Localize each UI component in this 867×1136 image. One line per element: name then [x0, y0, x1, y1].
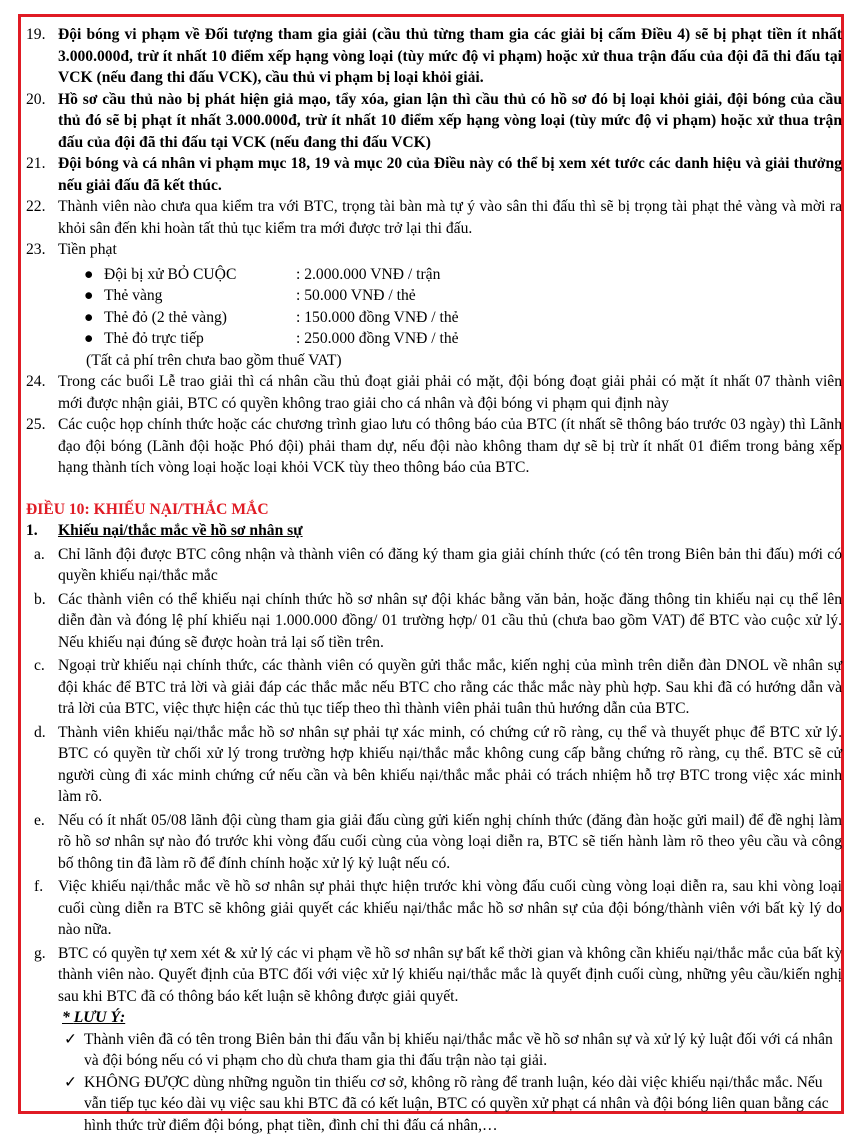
note-star: *	[62, 1009, 74, 1026]
clause-text: BTC có quyền tự xem xét & xử lý các vi phạm về hồ sơ nhân sự bất kể thời gian và không cần khiếu nại/thắc mắc của bất kỳ thành viên nào. Quyết định của BTC đối với việc xử lý khiếu nại/thắc mắc là quyết định cuối cùng, những yêu cầu/kiến nghị sau khi BTC đã có thông báo kết luận sẽ không được giải quyết.	[58, 944, 842, 1005]
fine-value: : 250.000 đồng VNĐ / thẻ	[296, 330, 459, 347]
fine-label: Thẻ đỏ trực tiếp	[104, 330, 204, 347]
clause-letter: a.	[34, 545, 45, 563]
fines-list	[84, 264, 842, 350]
rule-item-19	[26, 24, 842, 89]
clause-e	[34, 810, 842, 875]
fine-row	[84, 307, 842, 329]
rule-text: Các cuộc họp chính thức hoặc các chương trình giao lưu có thông báo của BTC (ít nhất sẽ thông báo trước 03 ngày) thì Lãnh đạo đội bóng (Lãnh đội hoặc Phó đội) phải tham dự, nếu đội nào không tham dự sẽ bị trừ ít nhất 01 điểm trong bảng xếp hạng thành tích vòng loại hoặc loại khỏi VCK tùy theo thông báo của BTC.	[58, 416, 842, 476]
rule-number: 19.	[26, 26, 46, 43]
rule-item-24	[26, 371, 842, 414]
bullet-icon: ●	[84, 287, 94, 304]
section-title: Khiếu nại/thắc mắc về hồ sơ nhân sự	[58, 522, 303, 539]
rule-number: 25.	[26, 416, 46, 433]
clause-text: Nếu có ít nhất 05/08 lãnh đội cùng tham gia giải đấu cùng gửi kiến nghị chính thức (đăng đàn hoặc gửi mail) để đề nghị làm rõ hồ sơ nhân sự nào đó trước khi vòng đấu cuối cùng của vòng loại diễn ra, BTC sẽ tiến hành làm rõ theo yêu cầu và công bố thông tin đã làm rõ để đính chính hoặc xử lý kỷ luật nếu có.	[58, 811, 842, 872]
document-page	[26, 24, 842, 1136]
fine-value: : 50.000 VNĐ / thẻ	[296, 287, 416, 304]
clause-text: Việc khiếu nại/thắc mắc về hồ sơ nhân sự phải thực hiện trước khi vòng đấu cuối cùng vòng loại diễn ra, sau khi vòng loại cuối cùng diễn ra BTC sẽ không giải quyết các khiếu nại/thắc mắc hồ sơ nhân sự của đội bóng/thành viên với bất kỳ lý do nào nữa.	[58, 878, 842, 938]
fine-label: Thẻ vàng	[104, 287, 163, 304]
rule-text: Hồ sơ cầu thủ nào bị phát hiện giả mạo, tẩy xóa, gian lận thì cầu thủ có hồ sơ đó bị loại khỏi giải, đội bóng của cầu thủ đó sẽ bị phạt ít nhất 3.000.000đ, trừ ít nhất 10 điểm xếp hạng vòng loại (tùy mức độ vi phạm) hoặc xử thua trận đấu của đội đã thi đấu tại VCK (nếu đang thi đấu VCK)	[58, 90, 842, 151]
clause-letter: b.	[34, 590, 46, 608]
clause-letter: f.	[34, 878, 44, 895]
rule-number: 20.	[26, 90, 46, 108]
bullet-icon: ●	[84, 308, 94, 326]
rule-text: Đội bóng và cá nhân vi phạm mục 18, 19 và mục 20 của Điều này có thể bị xem xét tước các danh hiệu và giải thưởng nếu giải đấu đã kết thúc.	[58, 155, 842, 194]
note-label: LƯU Ý:	[73, 1009, 126, 1026]
section-number: 1.	[26, 522, 38, 539]
rule-text: Thành viên nào chưa qua kiểm tra với BTC, trọng tài bàn mà tự ý vào sân thi đấu thì sẽ bị trọng tài phạt thẻ vàng và mời ra khỏi sân đến khi hoàn tất thủ tục kiểm tra mới được trở lại thi đấu.	[58, 198, 842, 237]
article-title: ĐIỀU 10: KHIẾU NẠI/THẮC MẮC	[26, 500, 269, 518]
rule-item-20	[26, 89, 842, 154]
rule-item-22	[26, 196, 842, 239]
note-heading	[62, 1007, 842, 1029]
rule-number: 24.	[26, 373, 46, 390]
fine-value: : 2.000.000 VNĐ / trận	[296, 265, 441, 283]
fines-title: Tiền phạt	[58, 241, 117, 258]
checkmark-icon: ✓	[64, 1073, 78, 1091]
clause-b	[34, 589, 842, 654]
note-text: KHÔNG ĐƯỢC dùng những nguồn tin thiếu cơ sở, không rõ ràng để tranh luận, kéo dài việc khiếu nại/thắc mắc. Nếu vẫn tiếp tục kéo dài vụ việc sau khi BTC đã có kết luận, BTC có quyền xử phạt cá nhân và đội bóng liên quan bằng các hình thức trừ điểm đội bóng, phạt tiền, đình chỉ thi đấu cá nhân,…	[84, 1073, 829, 1134]
fine-value: : 150.000 đồng VNĐ / thẻ	[296, 308, 459, 326]
clause-letter: e.	[34, 811, 45, 829]
clause-f	[34, 876, 842, 941]
bullet-icon: ●	[84, 265, 94, 283]
clause-letter: c.	[34, 657, 45, 674]
note-text: Thành viên đã có tên trong Biên bản thi đấu vẫn bị khiếu nại/thắc mắc về hồ sơ nhân sự và xử lý kỷ luật đối với cá nhân và đội bóng nếu có vi phạm cho dù chưa tham gia thi đấu trận nào tại giải.	[84, 1030, 833, 1069]
rule-text: Trong các buổi Lễ trao giải thì cá nhân cầu thủ đoạt giải phải có mặt, đội bóng đoạt giải phải có mặt ít nhất 07 thành viên mới được nhận giải, BTC có quyền không trao giải cho cá nhân và đội bóng vi phạm qui định này	[58, 373, 842, 412]
rule-item-25	[26, 414, 842, 479]
clause-d	[34, 722, 842, 808]
rule-item-21	[26, 153, 842, 196]
clause-text: Chỉ lãnh đội được BTC công nhận và thành viên có đăng ký tham gia giải chính thức (có tên trong Biên bản thi đấu) mới có quyền khiếu nại/thắc mắc	[58, 545, 842, 584]
note-item	[64, 1029, 842, 1072]
section-heading	[26, 520, 842, 542]
rule-text: Đội bóng vi phạm về Đối tượng tham gia giải (cầu thủ từng tham gia các giải bị cấm Điều 4) sẽ bị phạt tiền ít nhất 3.000.000đ, trừ ít nhất 10 điểm xếp hạng vòng loại (tùy mức độ vi phạm) hoặc xử thua trận đấu của đội đã thi đấu tại VCK (nếu đang thi đấu VCK), cầu thủ vi phạm bị loại khỏi giải.	[58, 26, 842, 86]
clause-c	[34, 655, 842, 720]
clause-a	[34, 544, 842, 587]
rule-number: 21.	[26, 155, 46, 172]
rule-number: 23.	[26, 241, 46, 258]
clause-letter: g.	[34, 944, 46, 962]
bullet-icon: ●	[84, 330, 94, 347]
note-item	[64, 1072, 842, 1136]
clause-text: Thành viên khiếu nại/thắc mắc hồ sơ nhân sự phải tự xác minh, có chứng cứ rõ ràng, cụ thể và thuyết phục để BTC xử lý. BTC có quyền từ chối xử lý trong trường hợp khiếu nại/thắc mắc không cung cấp bằng chứng rõ ràng, cụ thể. BTC sẽ cử người cùng đi xác minh chứng cứ nếu cần và bên khiếu nại/thắc mắc phải có trách nhiệm hỗ trợ BTC trong việc xác minh làm rõ.	[58, 723, 842, 805]
fine-label: Thẻ đỏ (2 thẻ vàng)	[104, 308, 227, 326]
fine-row	[84, 285, 842, 307]
clause-text: Ngoại trừ khiếu nại chính thức, các thành viên có quyền gửi thắc mắc, kiến nghị của mình trên diễn đàn DNOL về nhân sự đội khác để BTC trả lời và giải đáp các thắc mắc nếu BTC cho rằng các thắc mắc này phù hợp. Sau khi đã có hướng dẫn và trả lời của BTC, việc thực hiện các thủ tục tiếp theo thì thành viên phải tuân thủ hướng dẫn của BTC.	[58, 657, 842, 717]
fine-row	[84, 264, 842, 286]
rule-item-23	[26, 239, 842, 261]
fines-vat-note: (Tất cả phí trên chưa bao gồm thuế VAT)	[86, 351, 342, 369]
clause-text: Các thành viên có thể khiếu nại chính thức hồ sơ nhân sự đội khác bằng văn bản, hoặc đăng thông tin khiếu nại cụ thể lên diễn đàn và đóng lệ phí khiếu nại 1.000.000 đồng/ 01 trường hợp/ 01 cầu thủ (chưa bao gồm VAT) để BTC vào cuộc xử lý. Nếu khiếu nại đúng sẽ được hoàn trả lại số tiền trên.	[58, 590, 842, 651]
rule-number: 22.	[26, 198, 46, 215]
clause-letter: d.	[34, 723, 46, 741]
fine-row	[84, 328, 842, 350]
clause-g	[34, 943, 842, 1008]
fine-label: Đội bị xử BỎ CUỘC	[104, 265, 237, 283]
checkmark-icon: ✓	[64, 1030, 78, 1048]
